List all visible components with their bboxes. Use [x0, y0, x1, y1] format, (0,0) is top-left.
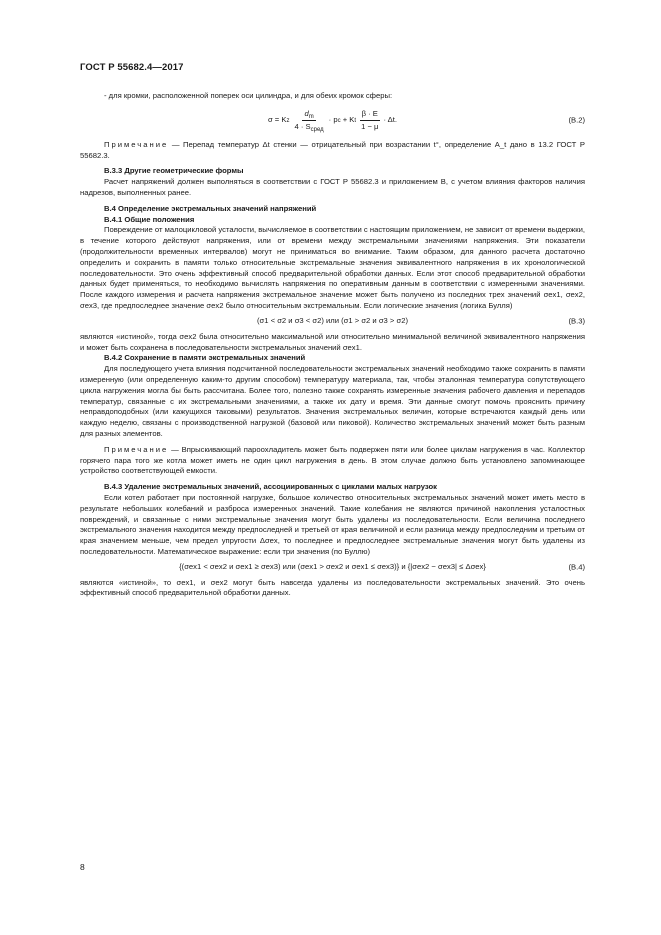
note-1-label: Примечание: [104, 139, 169, 149]
heading-b41: B.4.1 Общие положения: [104, 214, 195, 224]
paragraph-b43: Если котел работает при постоянной нагрузке, большое количество относительных экстремальных значений может иметь место в результате небольших колебаний и разброса измеренных значений. Такие колебания не являются причиной накопления усталостных повреждений, и связанные с ними экстремальные значения могут быть удалены из последовательности. Если величина последнего экстремального значения находится между предпоследней и третьей от края величиной и если разница между предпоследним и третьим от края значением меньше, чем предел упругости Δσex, то последнее и предпоследнее экстремальные значения могут быть удалены из последовательности. Математическое выражение: если три значения (по Буллю): [80, 492, 585, 556]
eq-b2-frac1-num-sub: m: [308, 114, 314, 121]
heading-b43: B.4.3 Удаление экстремальных значений, ассоциированных с циклами малых нагрузок: [104, 482, 437, 492]
eq-b2-lhs: σ = K: [267, 115, 287, 125]
paragraph-b33: Расчет напряжений должен выполняться в соответствии с ГОСТ Р 55682.3 и приложением B, с учетом влияния факторов наличия надрезов, выполненных ранее.: [80, 177, 585, 197]
heading-b4: B.4 Определение экстремальных значений напряжений: [104, 203, 317, 213]
page-content: [80, 91, 585, 599]
note-1: [80, 140, 585, 162]
heading-b42: B.4.2 Сохранение в памяти экстремальных значений: [104, 353, 306, 363]
note-2: [80, 445, 585, 477]
equation-number-b4: (B.4): [568, 562, 585, 572]
eq-b2-frac1-num: d: [304, 109, 309, 119]
paragraph-b42: Для последующего учета влияния подсчитанной последовательности экстремальных значений необходимо также сохранить в памяти измеренную (или определенную каким-то другим способом) температуру материала, так, чтобы эталонная температура сопутствующего цикла нагружения могла бы быть рассчитана. Более того, полезно также сохранять измеренные значения рабочего давления и перепадов температур, связанные с их экстремальными значениями, а также их дату и время. Эти данные смогут помочь прояснить причину неправдоподобных (или кажущихся таковыми) результатов. Значения экстремальных величин, которые встречаются каждый день или каждую неделю, связаны с производственной нагрузкой (базовой или пиковой). Количество экстремальных значений может быть разным для разных элементов.: [80, 364, 585, 438]
paragraph-after-b3: являются «истиной», тогда σex2 была относительно максимальной или относительно минимальной величиной эквивалентного напряжения и может быть сохранена в последовательности экстремальных значений σex1.: [80, 331, 585, 352]
note-2-label: Примечание: [104, 444, 169, 454]
note-1-text: — Перепад температур Δt стенки — отрицательный при возрастании t°, определение A_t дано в 13.2 ГОСТ Р 55682.3.: [80, 139, 585, 160]
edges-paragraph: - для кромки, расположенной поперек оси цилиндра, и для обеих кромок сферы:: [104, 91, 393, 100]
eq-b2-fraction-2: [359, 109, 380, 132]
paragraph-after-b4: являются «истиной», то σex1, и σex2 могут быть навсегда удалены из последовательности экстремальных значений. Это очень эффективный способ предварительной обработки данных.: [80, 577, 585, 598]
equation-b2: [80, 102, 585, 140]
equation-b4: [80, 558, 585, 578]
standard-header: ГОСТ Р 55682.4—2017: [80, 62, 184, 73]
eq-b2-fraction-1: [292, 109, 325, 132]
equation-number-b2: (B.2): [568, 115, 585, 125]
equation-b3-body: (σ1 < σ2 и σ3 < σ2) или (σ1 > σ2 и σ3 > σ2): [257, 316, 408, 326]
equation-b4-body: {(σex1 < σex2 и σex1 ≥ σex3) или (σex1 > σex2 и σex1 ≤ σex3)} и {|σex2 − σex3| ≤ Δσex}: [179, 562, 486, 572]
eq-b2-frac1-den: 4 · S: [294, 122, 311, 132]
equation-b2-body: σ = K z $\frac{d_m}{4 \cdot S_{сред}}$ · p c + K t $\frac{\beta \cdot E}{1 - \mu}$ · Δt.: [267, 109, 398, 134]
paragraph-b41: Повреждение от малоцикловой усталости, вычисляемое в соответствии с настоящим приложением, не зависит от времени выдержки, в течение которого действуют напряжения, или от времени между экстремальными значениями напряжения. Эти показатели (продолжительности временных интервалов) могут не приниматься во внимание. Таким образом, для данного расчета достаточно определить и сохранить в памяти только относительные экстремальные значения эквивалентного напряжения в их хронологической последовательности. Это очень эффективный способ предварительной обработки данных. Если этот способ предварительной обработки данных будет применяться, то необходимо вычислять напряжения по оперативным данным в соответствии с измеренными значениями. После каждого измерения и расчета напряжения экстремальное значение может быть получено из последних трех значений σex1, σex2, σex3, где предпоследнее значение σex2 было относительным экстремальным. Если логические значения (логика Булля): [80, 225, 585, 310]
eq-b2-frac2-num: β · E: [360, 109, 380, 121]
heading-b33: B.3.3 Другие геометрические формы: [104, 166, 244, 176]
eq-b2-mid: · p: [328, 115, 338, 125]
eq-b2-tail: · Δt.: [383, 115, 398, 125]
eq-b2-frac1-den-sub: сред: [310, 127, 324, 134]
note-2-text: — Впрыскивающий пароохладитель может быть подвержен пяти или более циклам нагружения в час. Коллектор горячего пара того же котла может иметь не один цикл нагружения в день. В этом случае должно быть установлено запоминающее устройство соответствующей емкости.: [80, 444, 585, 476]
equation-b3: [80, 312, 585, 332]
eq-b2-frac2-den: 1 − μ: [361, 122, 379, 132]
equation-number-b3: (B.3): [568, 316, 585, 326]
eq-b2-plus: + K: [342, 115, 355, 125]
page-number: 8: [80, 862, 85, 872]
